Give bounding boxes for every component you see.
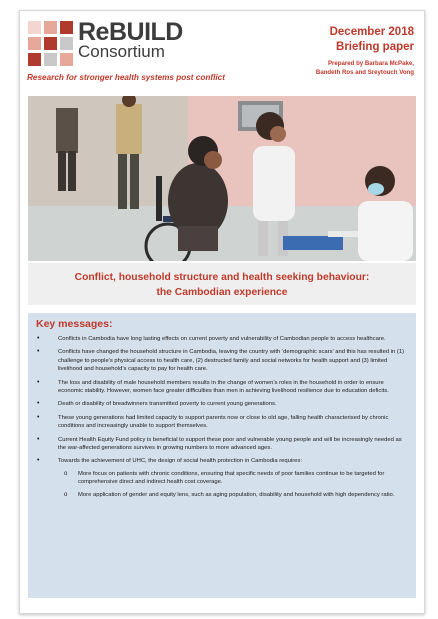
title-line-2: the Cambodian experience xyxy=(156,287,288,298)
key-message-4: • Death or disability of breadwinners transmitted poverty to current young generations. xyxy=(28,400,408,408)
key-message-2: • Conflicts have changed the household structure in Cambodia, leaving the country with ‘demographic scars’ and this has resulted in (1) challenge to people’s physical access to health care, (2) destructed family and social networks for health support and (3) limited livelihood and household’s capacity to pay for health care. xyxy=(28,348,408,373)
key-messages-heading: Key messages: xyxy=(36,318,113,330)
brand-consortium: Consortium xyxy=(78,42,165,61)
paper-date: December 2018 xyxy=(329,26,414,38)
brand-build: BUILD xyxy=(108,18,183,46)
brand-re: Re xyxy=(78,18,109,46)
key-message-sublist xyxy=(58,470,406,499)
brand-tagline: Research for stronger health systems post conflict xyxy=(27,73,225,82)
brand-name xyxy=(78,19,183,61)
paper-authors xyxy=(316,59,414,77)
paper-title xyxy=(28,263,416,305)
key-message-6: • Current Health Equity Fund policy is beneficial to support these poor and vulnerable young people and will be increasingly needed as the war-affected generations survives in growing numbers to more advanced ages. xyxy=(28,436,408,453)
sub-message-2: o More application of gender and equity lens, such as aging population, disability and household with high dependency ratio. xyxy=(58,491,406,499)
key-message-7 xyxy=(28,457,408,499)
key-messages-box xyxy=(28,313,416,598)
key-message-7-text: Towards the achievement of UHC, the design of social health protection in Cambodia requires: xyxy=(58,458,302,465)
rebuild-logo-mark xyxy=(28,21,74,65)
paper-meta xyxy=(316,25,414,77)
sub-message-1: o More focus on patients with chronic conditions, ensuring that specific needs of poor families continue to be targeted for comprehensive direct and indirect health cost coverage. xyxy=(58,470,406,487)
key-message-1: • Conflicts in Cambodia have long lasting effects on current poverty and vulnerability of Cambodian people to access healthcare. xyxy=(28,335,408,343)
title-line-1: Conflict, household structure and health seeking behaviour: xyxy=(74,272,370,283)
key-message-3: • The loss and disability of male household members results in the change of women’s roles in the household in order to ensure economic stability. However, women face greater difficulties than men in achieving livelihood resilience due to education deficits. xyxy=(28,379,408,396)
key-message-5: • These young generations had limited capacity to support parents now or close to old age, falling health characterised by chronic conditions and increasingly unable to support themselves. xyxy=(28,414,408,431)
briefing-page xyxy=(19,10,425,614)
authors-line-2: Bandeth Ros and Sreytouch Vong xyxy=(315,69,414,76)
key-messages-list xyxy=(28,335,408,504)
authors-line-1: Prepared by Barbara McPake, xyxy=(327,60,414,67)
paper-type: Briefing paper xyxy=(336,41,414,53)
clinic-photo xyxy=(28,96,416,261)
